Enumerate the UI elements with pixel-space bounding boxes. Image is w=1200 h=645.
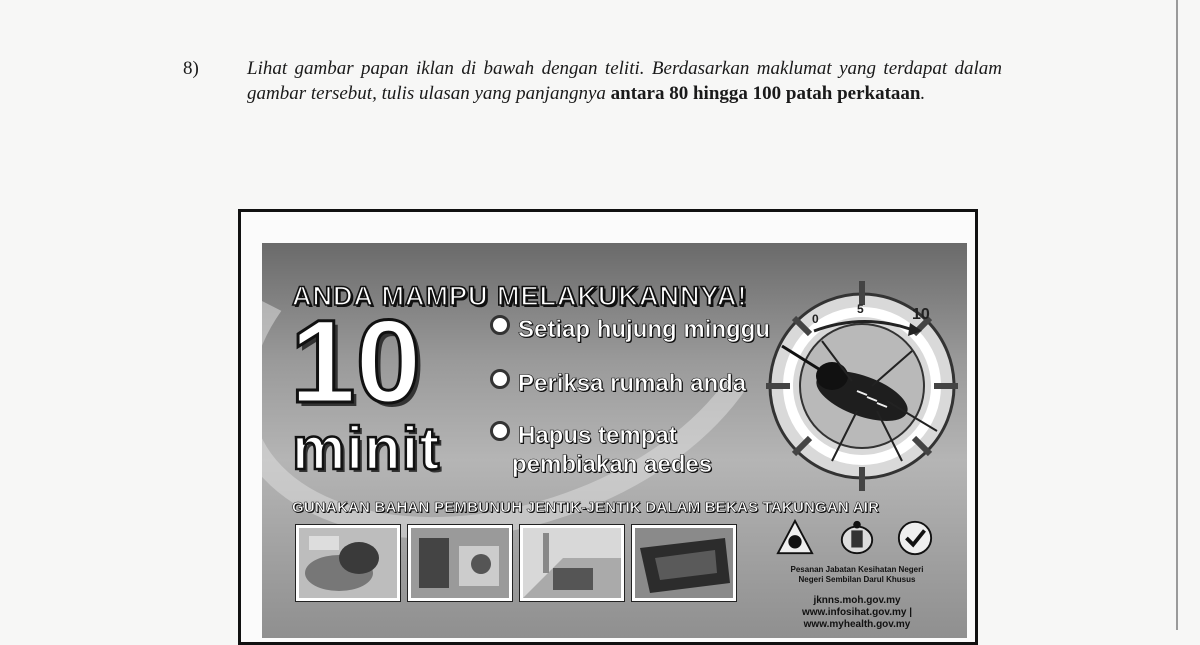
photo-container-4 [632,525,736,601]
bullet-label: Hapus tempat [518,422,677,449]
bullet-dot-icon [490,369,510,389]
bullet-label: Setiap hujung minggu [518,316,770,343]
question-word-limit: antara 80 hingga 100 patah perkataan [610,83,921,104]
coat-of-arms-icon [838,519,876,557]
dial-number: 0 [812,312,819,326]
poster-unit: minit [292,415,441,482]
page-edge-line [1176,0,1178,630]
poster-url-1: jknns.moh.gov.my [813,595,901,606]
photo-container-3 [520,525,624,601]
poster-agency [762,565,952,585]
poster-headline: ANDA MAMPU MELAKUKANNYA! [292,281,748,311]
agency-line-2: Negeri Sembilan Darul Khusus [798,575,916,584]
poster-bullet [490,369,746,398]
mosquito-dial-icon [762,261,962,491]
question-instruction: Lihat gambar papan iklan di bawah dengan teliti. Berdasarkan maklumat yang terdapat dalam gambar tersebut, tulis ulasan yang panjangnya [247,58,1002,104]
heart-check-icon [896,519,934,557]
bullet-label: Periksa rumah anda [518,370,747,397]
poster-big-number: 10 [290,296,422,428]
health-logo-icon [776,519,814,557]
billboard-poster [262,243,967,638]
question-text [247,56,1002,106]
dial-number: 5 [857,302,864,316]
question-end: . [920,83,926,104]
poster-bullet [490,315,770,344]
dial-number: 10 [912,306,930,323]
photo-container-1 [296,525,400,601]
photo-container-2 [408,525,512,601]
poster-bullet [490,421,677,450]
poster-subline: GUNAKAN BAHAN PEMBUNUH JENTIK-JENTIK DALAM BEKAS TAKUNGAN AIR [292,499,880,516]
question-number: 8) [183,58,199,79]
poster-urls [752,595,962,631]
agency-line-1: Pesanan Jabatan Kesihatan Negeri [790,565,924,574]
poster-bullet-continuation: pembiakan aedes [512,451,713,478]
bullet-dot-icon [490,421,510,441]
poster-url-2: www.infosihat.gov.my | www.myhealth.gov.my [801,607,913,630]
bullet-dot-icon [490,315,510,335]
